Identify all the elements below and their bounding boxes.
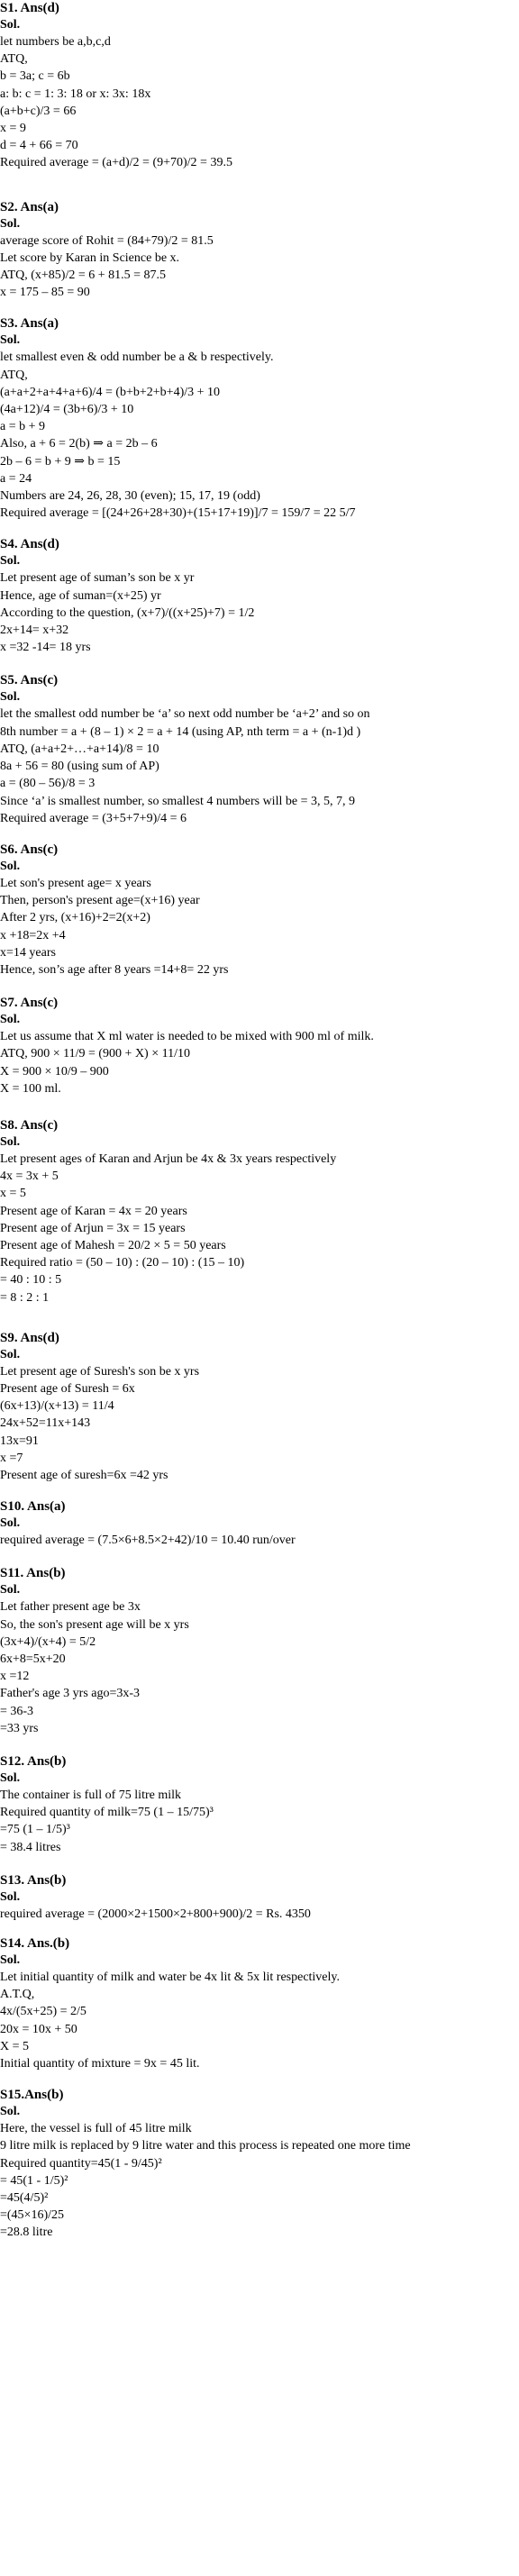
solution-line: Then, person's present age=(x+16) year [0, 894, 200, 908]
answer-heading: S13. Ans(b) [0, 1872, 67, 1888]
solution-line: ATQ, 900 × 11/9 = (900 + X) × 11/10 [0, 1047, 190, 1061]
solution-line: =33 yrs [0, 1721, 39, 1735]
solution-line: x = 175 – 85 = 90 [0, 286, 90, 300]
solution-line: 9 litre milk is replaced by 9 litre water and this process is repeated one more time [0, 2139, 411, 2153]
solution-line: a = (80 – 56)/8 = 3 [0, 777, 96, 791]
answer-heading: S2. Ans(a) [0, 199, 59, 214]
sol-label: Sol. [0, 690, 21, 705]
solution-line: required average = (2000×2+1500×2+800+900)/2 = Rs. 4350 [0, 1907, 311, 1921]
solution-line: Let present ages of Karan and Arjun be 4x & 3x years respectively [0, 1151, 337, 1166]
solution-line: =28.8 litre [0, 2226, 53, 2240]
solution-line: Hence, age of suman=(x+25) yr [0, 588, 161, 603]
solution-line: ATQ, (x+85)/2 = 6 + 81.5 = 87.5 [0, 269, 167, 283]
solution-block [0, 199, 519, 302]
answer-heading: S8. Ans(c) [0, 1117, 59, 1133]
solution-block [0, 536, 519, 656]
sol-label: Sol. [0, 1953, 21, 1968]
solution-line: (3x+4)/(x+4) = 5/2 [0, 1634, 96, 1649]
solution-line: x +18=2x +4 [0, 928, 66, 942]
sol-label: Sol. [0, 1771, 21, 1786]
sol-label: Sol. [0, 554, 21, 569]
answer-heading: S10. Ans(a) [0, 1499, 66, 1515]
sol-label: Sol. [0, 333, 21, 348]
solution-line: (a+b+c)/3 = 66 [0, 104, 77, 118]
solution-line: average score of Rohit = (84+79)/2 = 81.5 [0, 233, 214, 248]
solution-line: (a+a+2+a+4+a+6)/4 = (b+b+2+b+4)/3 + 10 [0, 385, 221, 399]
solution-block [0, 2087, 519, 2241]
solution-line: Since ‘a’ is smallest number, so smallest 4 numbers will be = 3, 5, 7, 9 [0, 794, 355, 808]
solution-block [0, 672, 519, 826]
solution-line: Present age of Arjun = 3x = 15 years [0, 1221, 186, 1235]
sol-label: Sol. [0, 1889, 21, 1904]
solution-line: Let present age of Suresh's son be x yrs [0, 1364, 200, 1379]
answer-heading: S9. Ans(d) [0, 1330, 59, 1345]
solution-line: x = 5 [0, 1187, 26, 1201]
solution-line: a = b + 9 [0, 420, 46, 434]
sol-label: Sol. [0, 216, 21, 231]
solution-line: 2x+14= x+32 [0, 624, 69, 638]
sol-label: Sol. [0, 859, 21, 873]
answer-heading: S6. Ans(c) [0, 842, 59, 857]
answer-heading: S7. Ans(c) [0, 996, 59, 1011]
sol-label: Sol. [0, 1013, 21, 1027]
solution-line: ATQ, [0, 52, 28, 67]
solution-line: Present age of Suresh = 6x [0, 1381, 135, 1396]
solution-line: a: b: c = 1: 3: 18 or x: 3x: 18x [0, 86, 151, 101]
answer-heading: S12. Ans(b) [0, 1754, 67, 1770]
solution-block [0, 0, 519, 172]
solution-block [0, 1935, 519, 2072]
solution-block [0, 995, 519, 1097]
solution-line: Initial quantity of mixture = 9x = 45 lit. [0, 2057, 200, 2071]
answer-heading: S15.Ans(b) [0, 2088, 64, 2103]
answer-heading: S11. Ans(b) [0, 1566, 66, 1581]
solution-line: 8th number = a + (8 – 1) × 2 = a + 14 (using AP, nth term = a + (n-1)d ) [0, 724, 361, 739]
sol-label: Sol. [0, 18, 21, 32]
solution-block [0, 842, 519, 979]
solution-line: 6x+8=5x+20 [0, 1652, 66, 1666]
solution-line: Required ratio = (50 – 10) : (20 – 10) : (15 – 10) [0, 1256, 245, 1270]
solution-line: 2b – 6 = b + 9 ⇒ b = 15 [0, 454, 121, 469]
answer-heading: S5. Ans(c) [0, 673, 59, 688]
solution-line: b = 3a; c = 6b [0, 69, 70, 84]
solution-line: Father's age 3 yrs ago=3x-3 [0, 1687, 141, 1701]
solution-line: required average = (7.5×6+8.5×2+42)/10 = 10.40 run/over [0, 1534, 296, 1548]
solution-line: A.T.Q, [0, 1988, 35, 2002]
solution-line: Numbers are 24, 26, 28, 30 (even); 15, 17, 19 (odd) [0, 489, 260, 504]
solution-line: Also, a + 6 = 2(b) ⇒ a = 2b – 6 [0, 437, 158, 451]
solution-line: = 36-3 [0, 1704, 34, 1718]
solution-line: = 8 : 2 : 1 [0, 1290, 50, 1305]
solution-line: Let score by Karan in Science be x. [0, 250, 180, 265]
solution-line: X = 5 [0, 2039, 30, 2053]
solution-block [0, 1498, 519, 1549]
solution-line: =45(4/5)² [0, 2191, 49, 2206]
solution-block [0, 315, 519, 522]
solution-block [0, 1565, 519, 1737]
sol-label: Sol. [0, 1583, 21, 1597]
solution-line: (6x+13)/(x+13) = 11/4 [0, 1399, 114, 1414]
solution-line: Required quantity=45(1 - 9/45)² [0, 2156, 162, 2171]
solution-line: After 2 yrs, (x+16)+2=2(x+2) [0, 911, 150, 925]
answer-heading: S4. Ans(d) [0, 537, 59, 552]
solution-line: Hence, son’s age after 8 years =14+8= 22 yrs [0, 962, 229, 977]
solution-block [0, 1117, 519, 1306]
solution-line: Present age of Mahesh = 20/2 × 5 = 50 years [0, 1238, 226, 1252]
sol-label: Sol. [0, 2105, 21, 2119]
solution-line: Let us assume that X ml water is needed to be mixed with 900 ml of milk. [0, 1030, 374, 1044]
solution-line: Here, the vessel is full of 45 litre milk [0, 2122, 192, 2136]
solution-line: = 38.4 litres [0, 1840, 61, 1854]
answer-heading: S1. Ans(d) [0, 1, 59, 15]
solution-line: let numbers be a,b,c,d [0, 35, 111, 49]
solution-line: x =12 [0, 1670, 30, 1684]
solution-block [0, 1872, 519, 1923]
solution-line: 24x+52=11x+143 [0, 1416, 91, 1431]
solution-line: x =7 [0, 1451, 23, 1465]
solution-line: 20x = 10x + 50 [0, 2022, 77, 2036]
solution-line: ATQ, (a+a+2+…+a+14)/8 = 10 [0, 742, 159, 756]
solution-line: X = 900 × 10/9 – 900 [0, 1064, 109, 1079]
solution-line: Present age of suresh=6x =42 yrs [0, 1468, 168, 1482]
solution-line: = 45(1 - 1/5)² [0, 2173, 68, 2188]
solution-line: ATQ, [0, 368, 28, 382]
answer-heading: S14. Ans.(b) [0, 1936, 70, 1952]
solution-line: Required average = [(24+26+28+30)+(15+17+19)]/7 = 159/7 = 22 5/7 [0, 506, 356, 521]
solution-line: d = 4 + 66 = 70 [0, 139, 78, 153]
solution-line: (4a+12)/4 = (3b+6)/3 + 10 [0, 403, 134, 417]
solution-line: 4x = 3x + 5 [0, 1170, 59, 1184]
solution-line: The container is full of 75 litre milk [0, 1789, 182, 1803]
solution-line: Let father present age be 3x [0, 1600, 141, 1615]
solution-line: =75 (1 – 1/5)³ [0, 1823, 70, 1837]
solution-line: Let son's present age= x years [0, 876, 151, 890]
solution-line: 13x=91 [0, 1434, 39, 1448]
solution-line: X = 100 ml. [0, 1081, 61, 1096]
sol-label: Sol. [0, 1516, 21, 1531]
solution-line: Required quantity of milk=75 (1 – 15/75)³ [0, 1806, 214, 1820]
solution-line: According to the question, (x+7)/((x+25)+7) = 1/2 [0, 605, 255, 620]
solution-line: let smallest even & odd number be a & b respectively. [0, 350, 274, 365]
sol-label: Sol. [0, 1134, 21, 1149]
solution-line: x = 9 [0, 122, 26, 136]
solution-line: Present age of Karan = 4x = 20 years [0, 1204, 187, 1218]
answer-heading: S3. Ans(a) [0, 316, 59, 332]
solution-line: Required average = (a+d)/2 = (9+70)/2 = 39.5 [0, 156, 232, 170]
solution-line: x=14 years [0, 945, 56, 960]
solution-line: 4x/(5x+25) = 2/5 [0, 2005, 86, 2019]
sol-label: Sol. [0, 1347, 21, 1361]
solution-line: let the smallest odd number be ‘a’ so next odd number be ‘a+2’ and so on [0, 707, 370, 722]
solution-line: =(45×16)/25 [0, 2208, 65, 2223]
solution-line: a = 24 [0, 471, 32, 486]
solution-line: So, the son's present age will be x yrs [0, 1617, 189, 1632]
solution-line: = 40 : 10 : 5 [0, 1273, 62, 1288]
solution-line: Required average = (3+5+7+9)/4 = 6 [0, 811, 187, 825]
solution-block [0, 1330, 519, 1484]
solution-line: Let present age of suman’s son be x yr [0, 571, 195, 586]
solution-line: 8a + 56 = 80 (using sum of AP) [0, 760, 159, 774]
solution-line: Let initial quantity of milk and water be 4x lit & 5x lit respectively. [0, 1971, 341, 1985]
solution-block [0, 1753, 519, 1856]
solution-line: x =32 -14= 18 yrs [0, 641, 91, 655]
